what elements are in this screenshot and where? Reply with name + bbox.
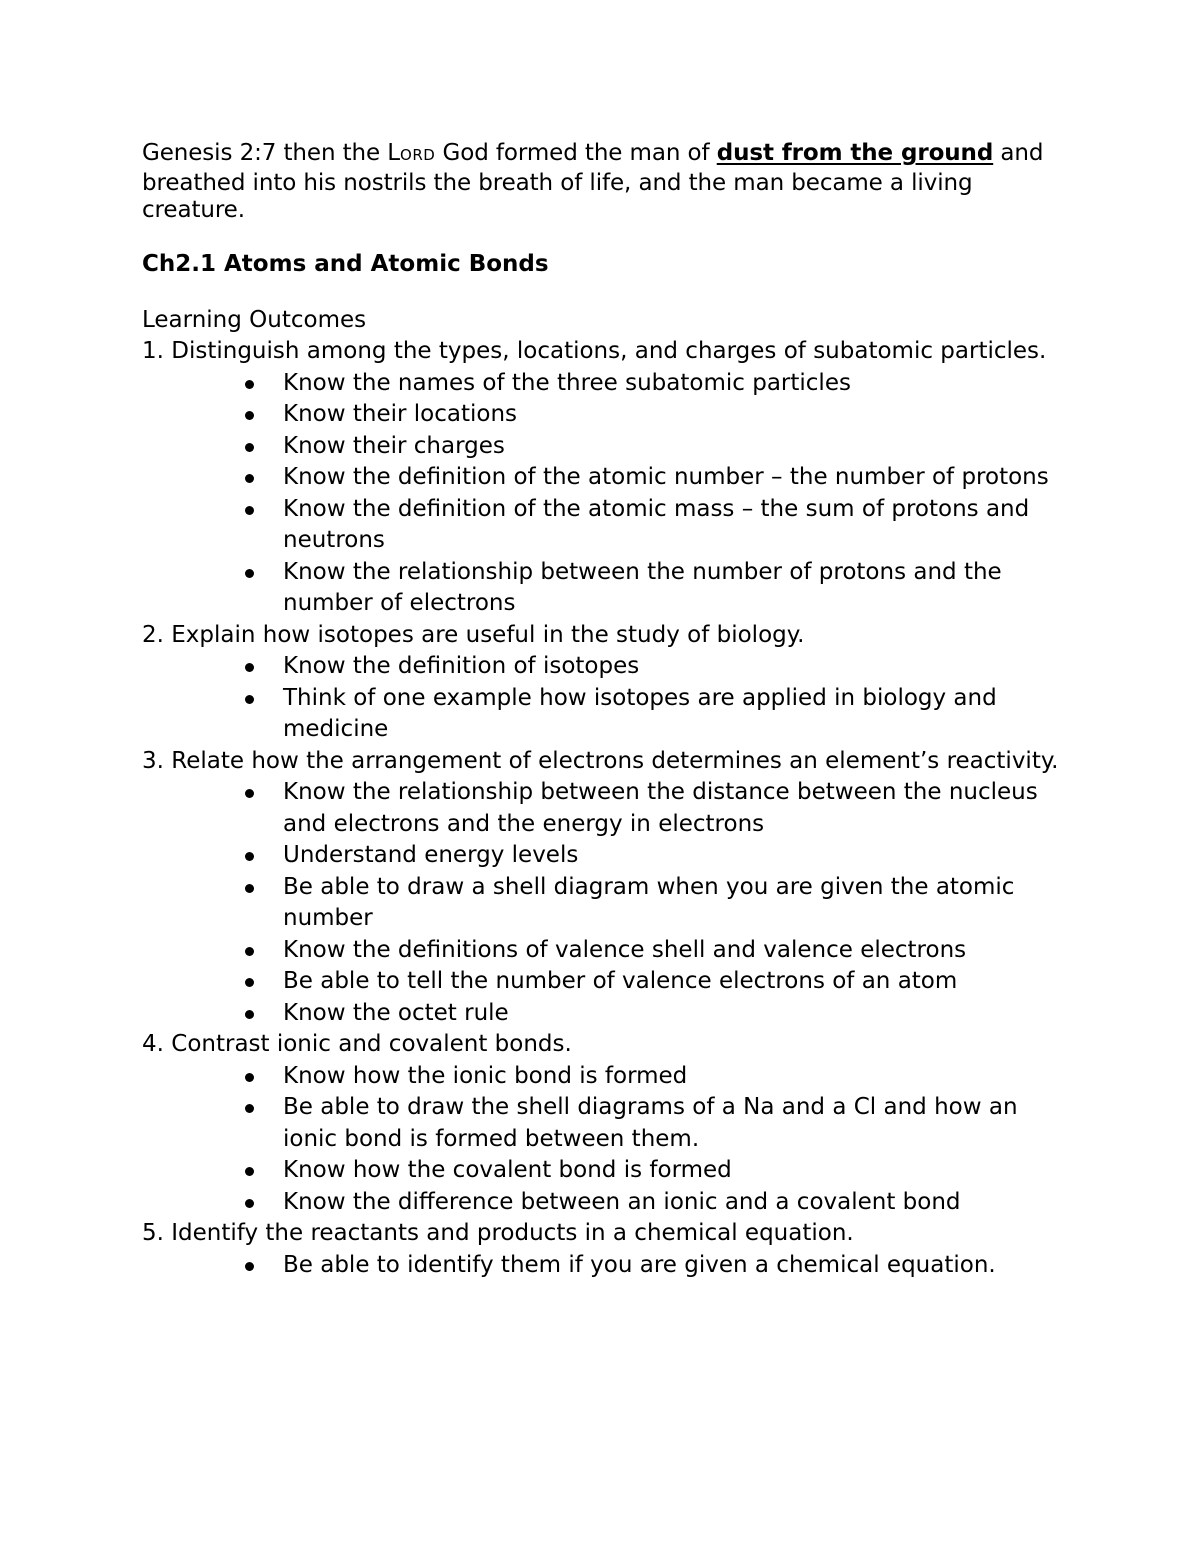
bullet-icon bbox=[245, 569, 254, 578]
bullet-icon bbox=[245, 852, 254, 861]
bullet-icon bbox=[245, 789, 254, 798]
outcome-3 bbox=[142, 746, 1072, 1030]
bullet-text: Know how the covalent bond is formed bbox=[283, 1157, 732, 1183]
bullet-text: Know the relationship between the number of protons and the number of electrons bbox=[283, 558, 1002, 616]
bullet-icon bbox=[245, 884, 254, 893]
bullet-icon bbox=[245, 947, 254, 956]
bullet-item bbox=[283, 683, 1072, 746]
outcome-text: 1. Distinguish among the types, locations, and charges of subatomic particles. bbox=[142, 338, 1047, 364]
bullet-text: Know the definition of isotopes bbox=[283, 653, 640, 679]
bullet-item bbox=[283, 1155, 1072, 1187]
bullet-text: Know how the ionic bond is formed bbox=[283, 1062, 688, 1089]
verse-lord bbox=[387, 140, 435, 166]
bullet-text: Know the names of the three subatomic particles bbox=[283, 369, 851, 396]
bullet-text: Know the definition of the atomic number – the number of protons bbox=[283, 464, 1049, 490]
bullet-item bbox=[283, 557, 1072, 620]
outcome-text: 2. Explain how isotopes are useful in the study of biology. bbox=[142, 621, 805, 648]
bullet-icon bbox=[245, 506, 254, 515]
verse-end-text: and breathed into his nostrils the breath of life, and the man became a living creature. bbox=[142, 140, 1044, 223]
bullet-text: Be able to draw a shell diagram when you are given the atomic number bbox=[283, 873, 1015, 931]
bullet-icon bbox=[245, 1073, 254, 1082]
outcome-bullets bbox=[142, 651, 1072, 746]
bullet-icon bbox=[245, 663, 254, 672]
bullet-item bbox=[283, 840, 1072, 872]
bullet-text: Understand energy levels bbox=[283, 842, 579, 868]
bullet-item bbox=[283, 431, 1072, 463]
verse-lord-initial: L bbox=[387, 140, 401, 166]
outcome-1 bbox=[142, 336, 1072, 620]
outcome-bullets bbox=[142, 1250, 1072, 1282]
bullet-icon bbox=[245, 695, 254, 704]
bullet-text: Know their locations bbox=[283, 401, 517, 427]
outcome-bullets bbox=[142, 777, 1072, 1029]
bullet-text: Be able to identify them if you are given a chemical equation. bbox=[283, 1251, 996, 1278]
bullet-text: Know their charges bbox=[283, 432, 505, 459]
bullet-text: Know the relationship between the distance between the nucleus and electrons and the energy in electrons bbox=[283, 779, 1038, 837]
bullet-item bbox=[283, 1250, 1072, 1282]
bible-verse bbox=[142, 140, 1072, 225]
bullet-icon bbox=[245, 1199, 254, 1208]
outcome-text: 4. Contrast ionic and covalent bonds. bbox=[142, 1031, 572, 1057]
verse-lord-smallcaps: ORD bbox=[400, 146, 436, 164]
bullet-item bbox=[283, 966, 1072, 998]
bullet-item bbox=[283, 651, 1072, 683]
bullet-item bbox=[283, 462, 1072, 494]
outcome-text: 3. Relate how the arrangement of electrons determines an element’s reactivity. bbox=[142, 747, 1059, 774]
outcome-4 bbox=[142, 1029, 1072, 1218]
bullet-icon bbox=[245, 978, 254, 987]
bullet-icon bbox=[245, 1010, 254, 1019]
bullet-icon bbox=[245, 443, 254, 452]
bullet-icon bbox=[245, 1262, 254, 1271]
outcome-bullets bbox=[142, 368, 1072, 620]
bullet-text: Know the definition of the atomic mass – the sum of protons and neutrons bbox=[283, 495, 1030, 553]
bullet-item bbox=[283, 1092, 1072, 1155]
bullet-text: Be able to tell the number of valence electrons of an atom bbox=[283, 968, 958, 994]
outcome-5 bbox=[142, 1218, 1072, 1281]
bullet-icon bbox=[245, 1167, 254, 1176]
bullet-text: Be able to draw the shell diagrams of a Na and a Cl and how an ionic bond is formed between them. bbox=[283, 1094, 1018, 1152]
bullet-item bbox=[283, 998, 1072, 1030]
outcome-text: 5. Identify the reactants and products in a chemical equation. bbox=[142, 1220, 854, 1246]
bullet-text: Know the difference between an ionic and a covalent bond bbox=[283, 1188, 961, 1215]
bullet-item bbox=[283, 872, 1072, 935]
bullet-icon bbox=[245, 380, 254, 389]
bullet-item bbox=[283, 368, 1072, 400]
bullet-text: Think of one example how isotopes are applied in biology and medicine bbox=[283, 684, 997, 742]
bullet-icon bbox=[245, 1104, 254, 1113]
section-title: Ch2.1 Atoms and Atomic Bonds bbox=[142, 250, 549, 277]
learning-outcomes-title: Learning Outcomes bbox=[142, 306, 367, 333]
document-page bbox=[142, 140, 1072, 1281]
verse-ref-text: Genesis 2:7 then the bbox=[142, 140, 388, 166]
bullet-text: Know the definitions of valence shell and valence electrons bbox=[283, 936, 967, 963]
bullet-item bbox=[283, 1187, 1072, 1219]
bullet-item bbox=[283, 1061, 1072, 1093]
bullet-item bbox=[283, 399, 1072, 431]
outcome-bullets bbox=[142, 1061, 1072, 1219]
bullet-text: Know the octet rule bbox=[283, 999, 509, 1026]
verse-mid-text: God formed the man of bbox=[435, 140, 717, 166]
bullet-icon bbox=[245, 474, 254, 483]
bullet-item bbox=[283, 935, 1072, 967]
outcome-2 bbox=[142, 620, 1072, 746]
bullet-item bbox=[283, 777, 1072, 840]
bullet-item bbox=[283, 494, 1072, 557]
verse-emphasis: dust from the ground bbox=[716, 140, 994, 166]
bullet-icon bbox=[245, 411, 254, 420]
